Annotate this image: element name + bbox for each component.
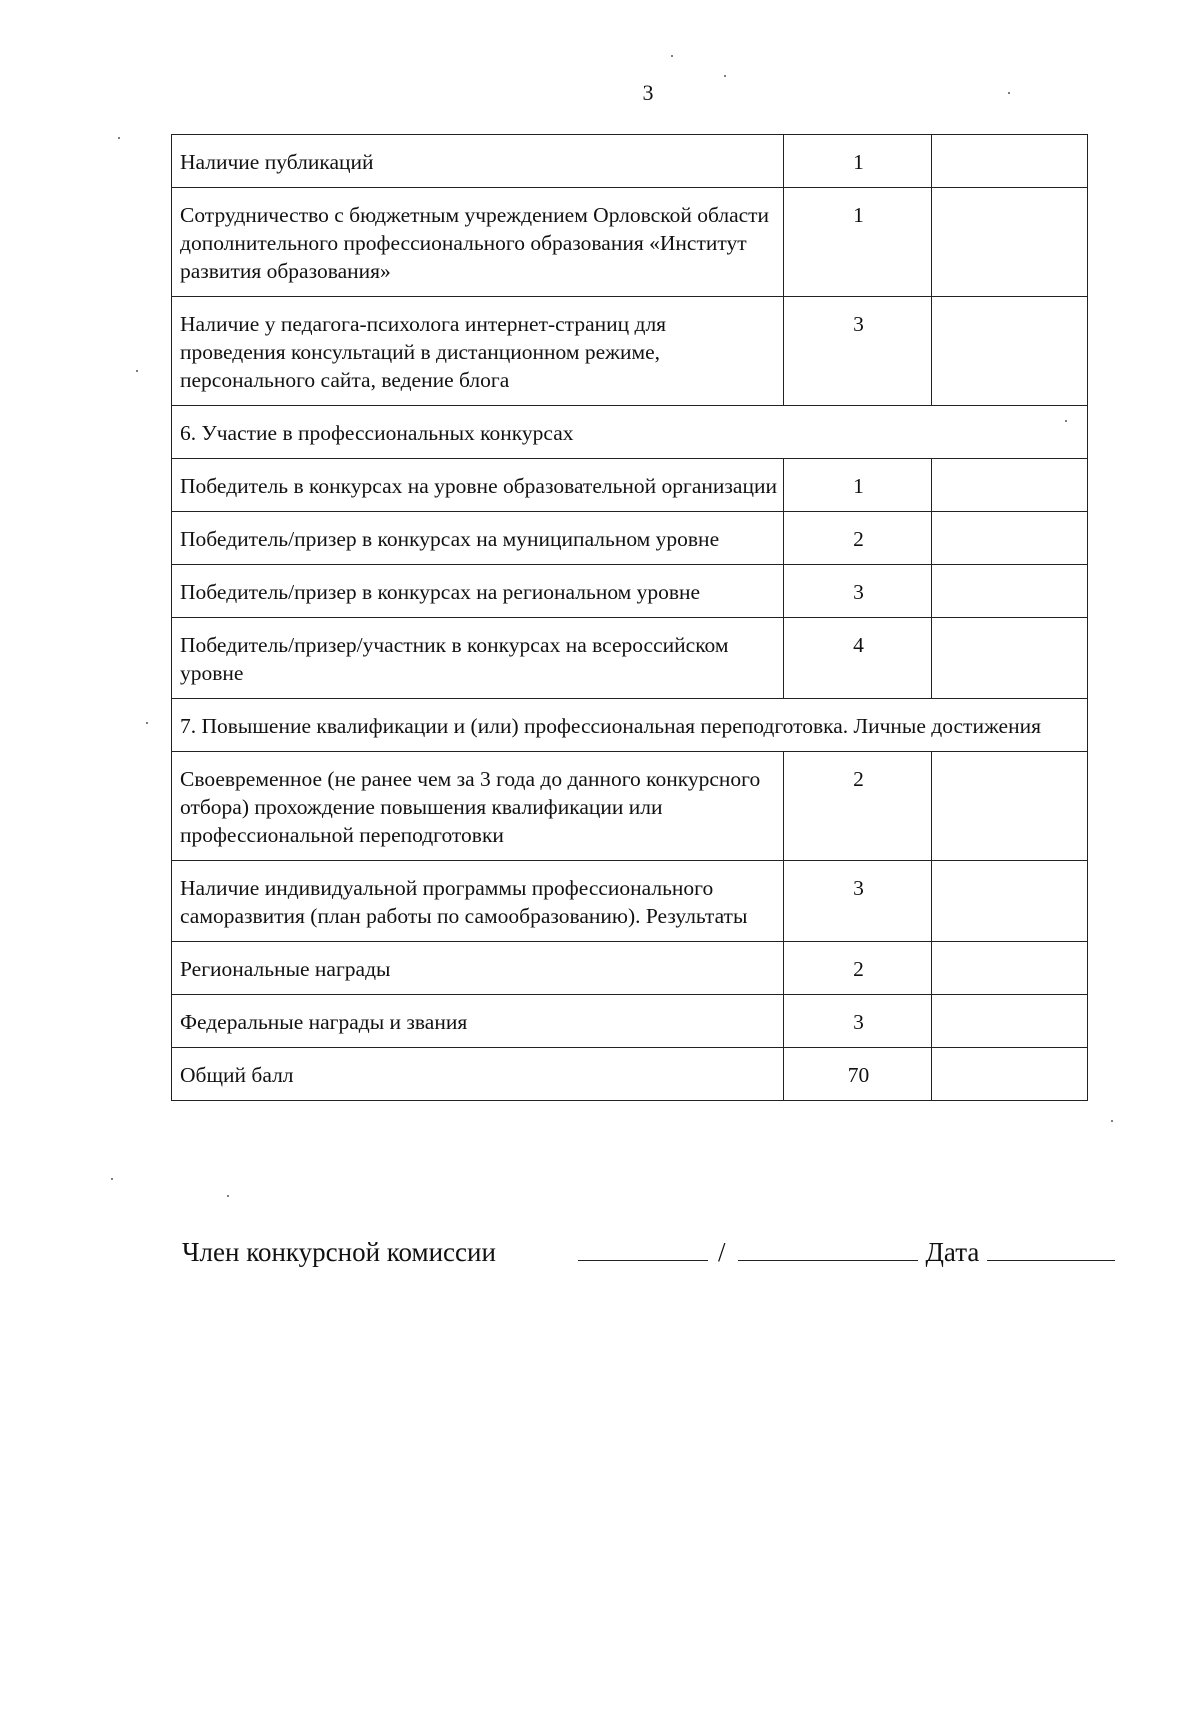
criterion-cell: Федеральные награды и звания (172, 995, 784, 1048)
score-cell: 2 (784, 942, 932, 995)
scan-speck (1008, 92, 1010, 94)
score-cell: 2 (784, 512, 932, 565)
table-row (172, 565, 1088, 618)
mark-cell (932, 942, 1088, 995)
section-row (172, 406, 1088, 459)
criterion-cell: Наличие публикаций (172, 135, 784, 188)
scan-speck (1111, 1120, 1113, 1122)
mark-cell (932, 297, 1088, 406)
signature-separator: / (718, 1237, 726, 1267)
criteria-table (171, 134, 1088, 1101)
date-blank (987, 1232, 1115, 1261)
table-row (172, 861, 1088, 942)
page-number: 3 (642, 80, 654, 105)
mark-cell (932, 618, 1088, 699)
total-score: 70 (784, 1048, 932, 1101)
mark-cell (932, 135, 1088, 188)
table-row (172, 618, 1088, 699)
criterion-cell: Региональные награды (172, 942, 784, 995)
mark-cell (932, 861, 1088, 942)
criterion-cell: Победитель/призер в конкурсах на муниципальном уровне (172, 512, 784, 565)
table-row (172, 512, 1088, 565)
criterion-cell: Наличие индивидуальной программы профессионального саморазвития (план работы по самообразованию). Результаты (172, 861, 784, 942)
scan-speck (724, 75, 726, 77)
mark-cell (932, 1048, 1088, 1101)
signature-blank (578, 1232, 708, 1261)
table-row (172, 942, 1088, 995)
table-row (172, 752, 1088, 861)
mark-cell (932, 995, 1088, 1048)
mark-cell (932, 459, 1088, 512)
criterion-cell: Победитель в конкурсах на уровне образовательной организации (172, 459, 784, 512)
scan-speck (1065, 420, 1067, 422)
table-row (172, 459, 1088, 512)
table-row (172, 995, 1088, 1048)
score-cell: 3 (784, 861, 932, 942)
score-cell: 3 (784, 565, 932, 618)
criterion-cell: Победитель/призер в конкурсах на региональном уровне (172, 565, 784, 618)
mark-cell (932, 188, 1088, 297)
criterion-cell: Сотрудничество с бюджетным учреждением Орловской области дополнительного профессионального образования «Институт развития образования» (172, 188, 784, 297)
section-row (172, 699, 1088, 752)
mark-cell (932, 565, 1088, 618)
signature-line (182, 1232, 1112, 1268)
table-row (172, 297, 1088, 406)
total-row (172, 1048, 1088, 1101)
criterion-cell: Победитель/призер/участник в конкурсах на всероссийском уровне (172, 618, 784, 699)
scan-speck (227, 1195, 229, 1197)
scan-speck (671, 55, 673, 57)
member-label: Член конкурсной комиссии (182, 1237, 496, 1267)
score-cell: 1 (784, 188, 932, 297)
name-blank (738, 1232, 918, 1261)
mark-cell (932, 752, 1088, 861)
date-label: Дата (925, 1237, 980, 1267)
scan-speck (111, 1178, 113, 1180)
score-cell: 3 (784, 297, 932, 406)
score-cell: 3 (784, 995, 932, 1048)
table-row (172, 188, 1088, 297)
scan-speck (136, 370, 138, 372)
section-heading: 7. Повышение квалификации и (или) профессиональная переподготовка. Личные достижения (172, 699, 1088, 752)
score-cell: 2 (784, 752, 932, 861)
score-cell: 1 (784, 135, 932, 188)
mark-cell (932, 512, 1088, 565)
table-row (172, 135, 1088, 188)
criterion-cell: Наличие у педагога-психолога интернет-страниц для проведения консультаций в дистанционном режиме, персонального сайта, ведение блога (172, 297, 784, 406)
score-cell: 1 (784, 459, 932, 512)
criterion-cell: Своевременное (не ранее чем за 3 года до данного конкурсного отбора) прохождение повышения квалификации или профессиональной переподготовки (172, 752, 784, 861)
scan-speck (118, 137, 120, 139)
score-cell: 4 (784, 618, 932, 699)
section-heading: 6. Участие в профессиональных конкурсах (172, 406, 1088, 459)
total-label: Общий балл (172, 1048, 784, 1101)
scan-speck (146, 722, 148, 724)
